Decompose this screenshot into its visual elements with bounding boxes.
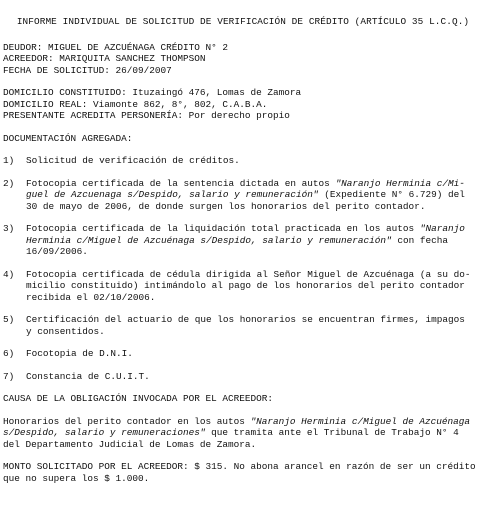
- documentacion-list: [3, 155, 483, 382]
- italic-text: "Naranjo Herminia c/Mi-: [335, 177, 465, 189]
- list-item-line: [26, 292, 483, 304]
- italic-text: Herminia c/Miguel de Azcuénaga s/Despido, salario y remuneración": [26, 234, 392, 246]
- causa-line: [3, 439, 483, 451]
- list-item: [3, 371, 483, 383]
- italic-text: "Naranjo: [419, 223, 465, 234]
- list-item-line: [26, 155, 483, 167]
- documentacion-heading: DOCUMENTACIÓN AGREGADA:: [3, 132, 133, 144]
- list-item-line: [26, 189, 483, 201]
- text-run: que tramita ante el Tribunal de Trabajo N° 4: [205, 427, 459, 438]
- italic-text: s/Despido, salario y remuneraciones": [3, 427, 206, 438]
- list-item-text: [26, 314, 483, 337]
- list-item-number: 4): [3, 268, 15, 280]
- list-item: [3, 155, 483, 167]
- text-run: Certificación del actuario de que los honorarios se encuentran firmes, impagos: [26, 314, 465, 325]
- causa-paragraph: [3, 416, 483, 451]
- list-item-number: 3): [3, 223, 15, 234]
- text-run: y consentidos.: [26, 325, 105, 337]
- text-run: con fecha: [391, 234, 448, 246]
- document: [3, 16, 483, 495]
- list-item-line: [26, 326, 483, 338]
- domicilio-constituido-line: DOMICILIO CONSTITUIDO: Ituzaingó 476, Lomas de Zamora: [3, 87, 302, 98]
- list-item-line: [26, 246, 483, 258]
- domicilios-block: [3, 87, 483, 122]
- list-item-line: [26, 223, 483, 235]
- list-item-line: [26, 269, 483, 281]
- text-run: Solicitud de verificación de créditos.: [26, 155, 240, 166]
- list-item: [3, 269, 483, 304]
- list-item-text: [26, 371, 483, 383]
- list-item-text: [26, 223, 483, 258]
- monto-line: que no supera los $ 1.000.: [3, 472, 150, 484]
- list-item: [3, 223, 483, 258]
- list-item: [3, 348, 483, 360]
- text-run: micilio constituido) intimándolo al pago de los honorarios del perito contador: [26, 280, 465, 291]
- text-run: recibida el 02/10/2006.: [26, 291, 156, 303]
- list-item-text: [26, 155, 483, 167]
- list-item-line: [26, 280, 483, 292]
- italic-text: guel de Azcuenaga s/Despido, salario y remuneración": [26, 189, 319, 200]
- monto-line: MONTO SOLICITADO POR EL ACREEDOR: $ 315. No abona arancel en razón de ser un crédito: [3, 461, 476, 472]
- list-item-number: 6): [3, 348, 15, 359]
- personeria-line: PRESENTANTE ACREDITA PERSONERÍA: Por derecho propio: [3, 110, 290, 121]
- causa-line: [3, 427, 483, 439]
- fecha-solicitud-line: FECHA DE SOLICITUD: 26/09/2007: [3, 64, 172, 76]
- list-item-text: [26, 178, 483, 213]
- domicilio-real-line: DOMICILIO REAL: Viamonte 862, 8°, 802, C.A.B.A.: [3, 98, 268, 110]
- text-run: Fotocopia certificada de la liquidación total practicada en los autos: [26, 223, 420, 234]
- list-item-text: [26, 269, 483, 304]
- text-run: Fotocopia certificada de cédula dirigida al Señor Miguel de Azcuénaga (a su do-: [26, 268, 471, 280]
- italic-text: "Naranjo Herminia c/Miguel de Azcuénaga: [250, 415, 470, 427]
- text-run: 16/09/2006.: [26, 246, 88, 257]
- causa-line: [3, 416, 483, 428]
- list-item: [3, 178, 483, 213]
- list-item-number: 5): [3, 314, 15, 325]
- causa-heading: CAUSA DE LA OBLIGACIÓN INVOCADA POR EL ACREEDOR:: [3, 393, 274, 404]
- document-title: INFORME INDIVIDUAL DE SOLICITUD DE VERIFICACIÓN DE CRÉDITO (ARTÍCULO 35 L.C.Q.): [16, 16, 470, 27]
- list-item-line: [26, 201, 483, 213]
- list-item-line: [26, 235, 483, 247]
- list-item-line: [26, 348, 483, 360]
- list-item-line: [26, 371, 483, 383]
- list-item-line: [26, 178, 483, 190]
- text-run: Fotocopia certificada de la sentencia dictada en autos: [26, 177, 336, 189]
- acreedor-line: ACREEDOR: MARIQUITA SANCHEZ THOMPSON: [3, 53, 206, 64]
- list-item: [3, 314, 483, 337]
- list-item-number: 2): [3, 177, 15, 189]
- text-run: (Expediente N° 6.729) del: [318, 189, 465, 200]
- text-run: Focotopia de D.N.I.: [26, 348, 133, 359]
- list-item-number: 1): [3, 155, 15, 166]
- list-item-line: [26, 314, 483, 326]
- header-block: [3, 42, 483, 77]
- list-item-number: 7): [3, 370, 15, 382]
- text-run: del Departamento Judicial de Lomas de Zamora.: [3, 438, 257, 450]
- text-run: Constancia de C.U.I.T.: [26, 370, 150, 382]
- list-item-text: [26, 348, 483, 360]
- text-run: Honorarios del perito contador en los autos: [3, 415, 251, 427]
- monto-paragraph: [3, 461, 483, 484]
- deudor-line: DEUDOR: MIGUEL DE AZCUÉNAGA CRÉDITO N° 2: [3, 41, 229, 53]
- text-run: 30 de mayo de 2006, de donde surgen los honorarios del perito contador.: [26, 200, 426, 212]
